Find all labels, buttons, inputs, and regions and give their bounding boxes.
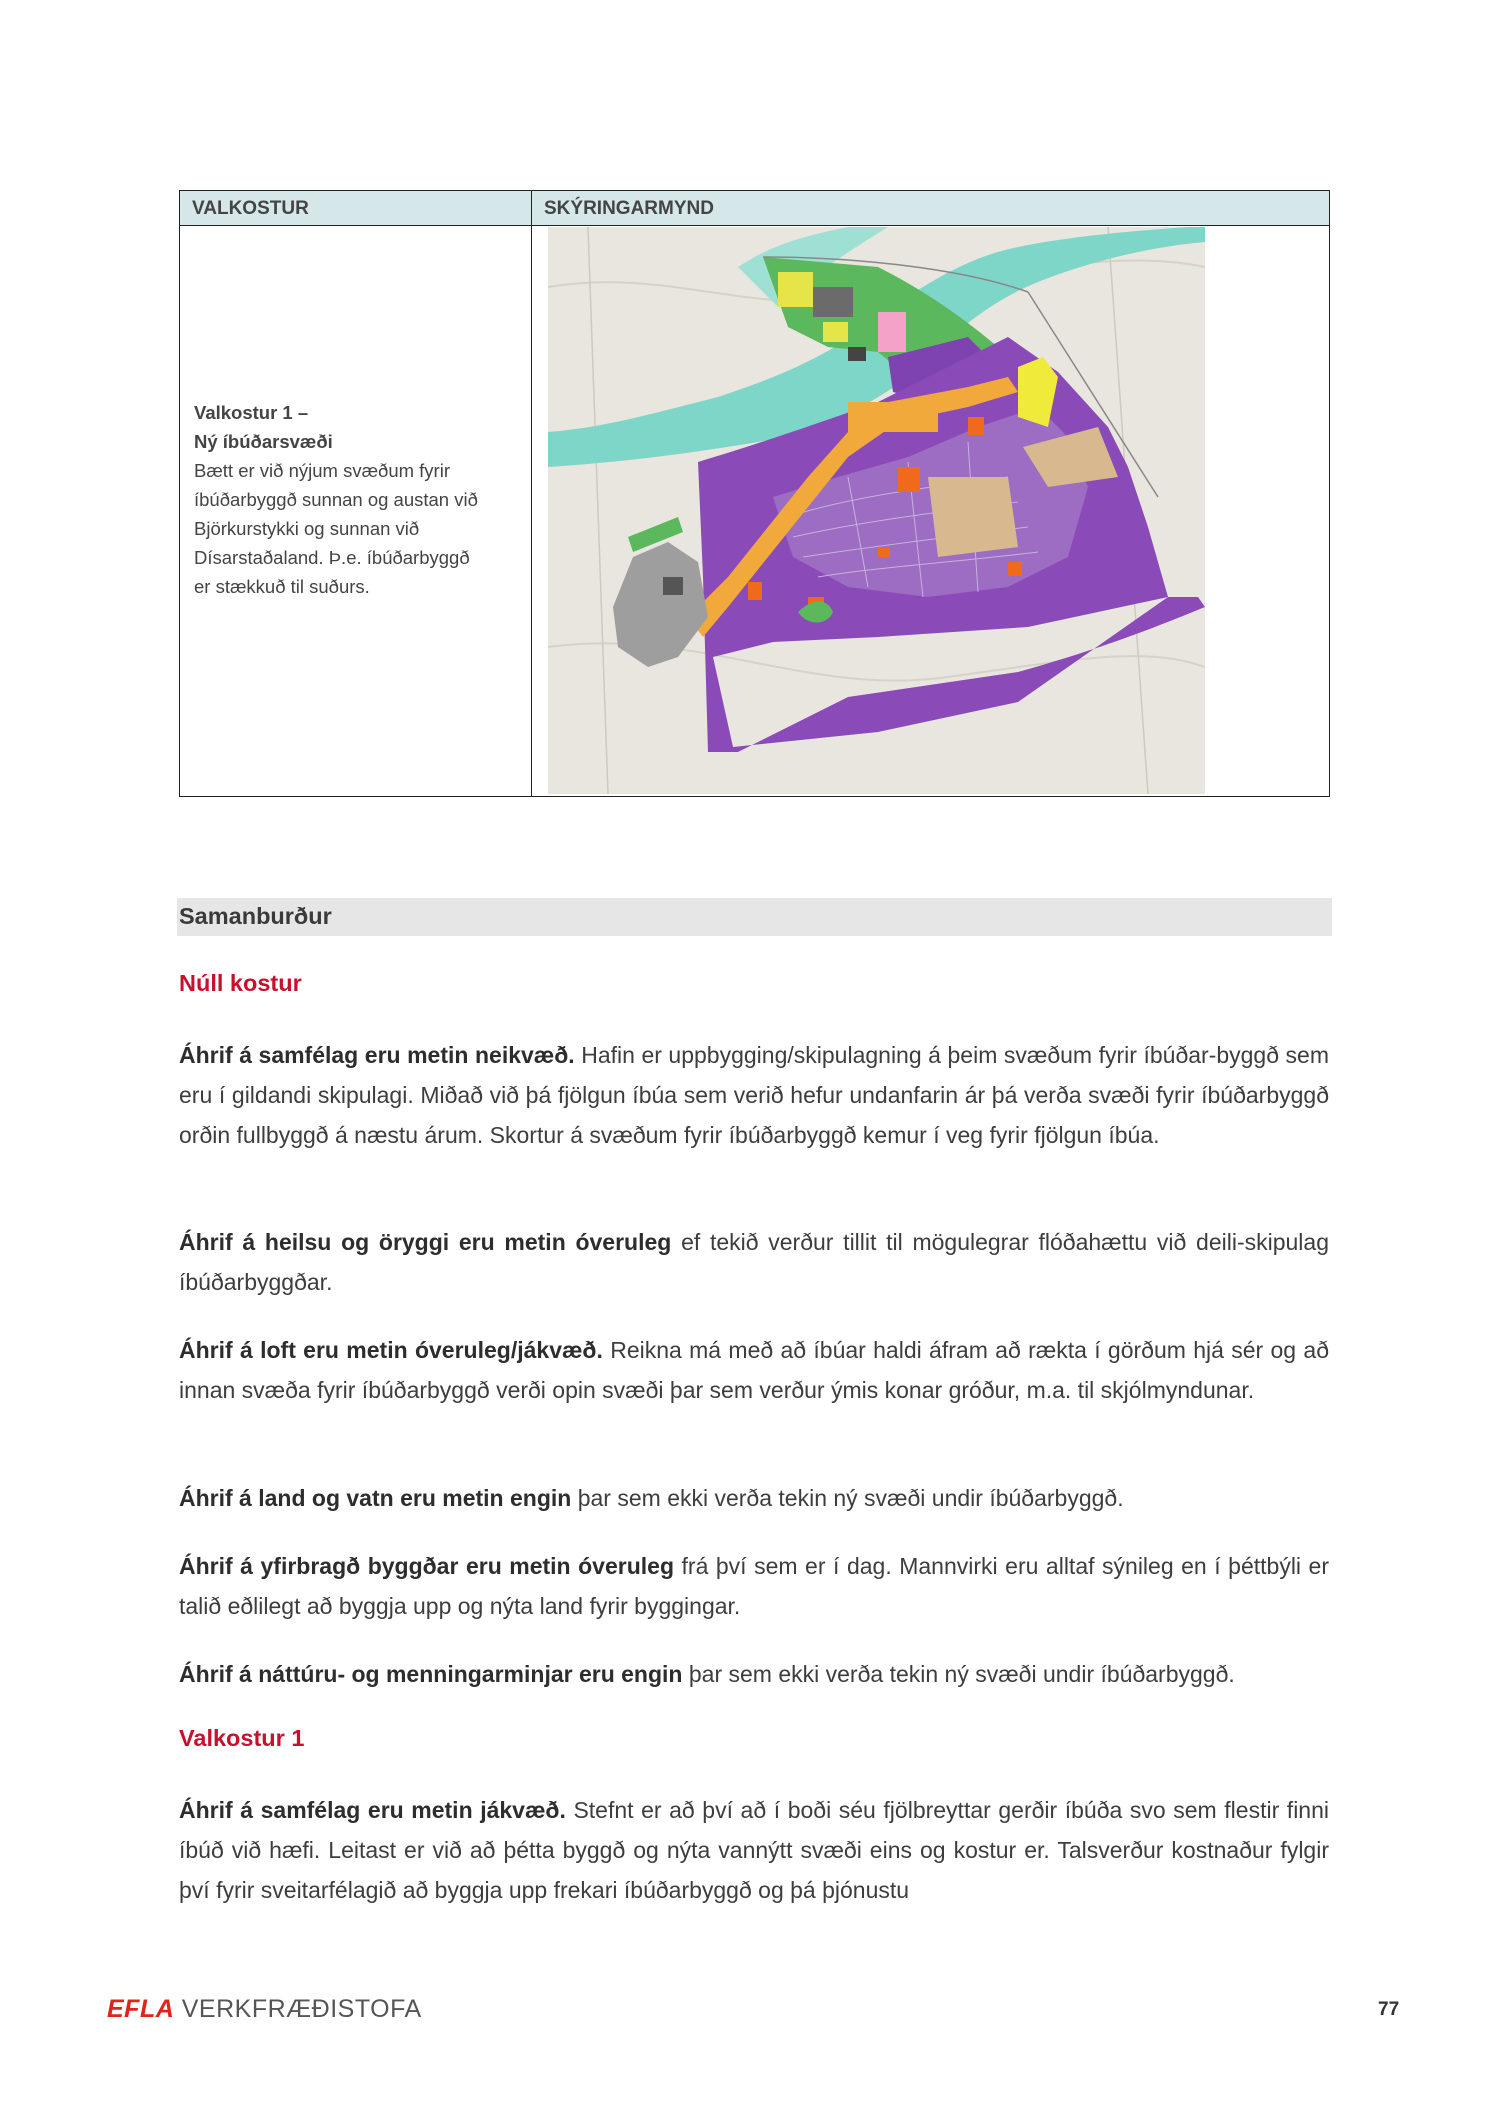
option-title: Valkostur 1 – <box>194 402 309 423</box>
land-use-map <box>548 227 1205 794</box>
option-line: Bætt er við nýjum svæðum fyrir <box>194 460 450 481</box>
table-header <box>180 191 1329 226</box>
section-header-bar <box>177 898 1332 936</box>
option1-para-society: Áhrif á samfélag eru metin jákvæð. Stefnt er að því að í boði séu fjölbreyttar gerðir íbúða svo sem flestir finni íbúð við hæfi. Leitast er við að þétta byggð og nýta vannýtt svæði eins og kostur er. Talsverður kostnaður fylgir því fyrir sveitarfélagið að byggja upp frekari íbúðarbyggð og þá þjónustu <box>179 1797 1330 1903</box>
null-para-air: Áhrif á loft eru metin óveruleg/jákvæð. Reikna má með að íbúar haldi áfram að rækta í görðum hjá sér og að innan svæða fyrir íbúðarbyggð verði opin svæði þar sem verður ýmis konar gróður, m.a. til skjólmyndunar. <box>179 1337 1330 1403</box>
option-line: íbúðarbyggð sunnan og austan við <box>194 489 478 510</box>
section-title: Samanburður <box>179 903 332 929</box>
page-number: 77 <box>1378 1999 1400 2020</box>
null-option-heading: Núll kostur <box>179 970 302 996</box>
column-divider <box>531 191 532 796</box>
option-subtitle: Ný íbúðarsvæði <box>194 431 333 452</box>
null-para-appearance: Áhrif á yfirbragð byggðar eru metin óveruleg frá því sem er í dag. Mannvirki eru alltaf sýnileg en í þéttbýli er talið eðlilegt að byggja upp og nýta land fyrir byggingar. <box>179 1553 1330 1619</box>
brand-name: EFLA <box>107 1995 175 2023</box>
col-header-skyringarmynd: SKÝRINGARMYND <box>544 198 714 219</box>
option1-heading: Valkostur 1 <box>179 1725 305 1751</box>
null-para-heritage: Áhrif á náttúru- og menningarminjar eru engin þar sem ekki verða tekin ný svæði undir íbúðarbyggð. <box>179 1661 1235 1687</box>
option-line: Dísarstaðaland. Þ.e. íbúðarbyggð <box>194 547 470 568</box>
null-para-health: Áhrif á heilsu og öryggi eru metin óveruleg ef tekið verður tillit til mögulegrar flóðahættu við deili-skipulag íbúðarbyggðar. <box>179 1229 1329 1295</box>
col-header-valkostur: VALKOSTUR <box>192 198 309 219</box>
footer-logo <box>107 1995 422 2024</box>
null-para-society: Áhrif á samfélag eru metin neikvæð. Hafin er uppbygging/skipulagning á þeim svæðum fyrir íbúðar-byggð sem eru í gildandi skipulagi. Miðað við þá fjölgun íbúa sem verið hefur undanfarin ár þá verða svæði fyrir íbúðarbyggð orðin fullbyggð á næstu árum. Skortur á svæðum fyrir íbúðarbyggð kemur í veg fyrir fjölgun íbúa. <box>179 1042 1329 1148</box>
option-line: er stækkuð til suðurs. <box>194 576 370 597</box>
null-para-land-water: Áhrif á land og vatn eru metin engin þar sem ekki verða tekin ný svæði undir íbúðarbyggð. <box>179 1485 1124 1511</box>
option-description <box>194 398 524 601</box>
brand-subtitle: VERKFRÆÐISTOFA <box>181 1995 422 2023</box>
option-line: Björkurstykki og sunnan við <box>194 518 420 539</box>
